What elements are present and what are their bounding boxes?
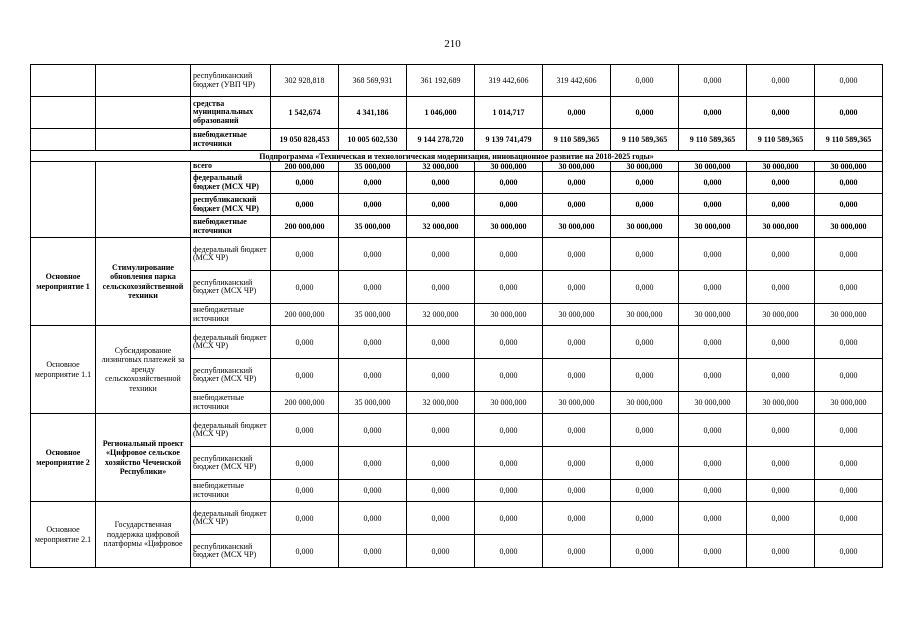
value-cell: 319 442,606 [475, 65, 543, 97]
value-cell: 0,000 [611, 326, 679, 359]
table-row [31, 65, 883, 97]
value-cell: 30 000,000 [815, 392, 883, 414]
value-cell: 30 000,000 [747, 304, 815, 326]
value-cell: 0,000 [543, 502, 611, 535]
value-cell: 0,000 [747, 447, 815, 480]
value-cell: 302 928,818 [271, 65, 339, 97]
value-cell: 0,000 [679, 414, 747, 447]
value-cell: 0,000 [815, 65, 883, 97]
measure-name: Субсидирование лизинговых платежей за аренду сельскохозяйственной техники [96, 326, 191, 414]
funding-source-cell: республиканский бюджет (МСХ ЧР) [191, 271, 271, 304]
value-cell: 0,000 [339, 238, 407, 271]
table-row [31, 238, 883, 271]
value-cell: 0,000 [611, 359, 679, 392]
value-cell: 0,000 [271, 480, 339, 502]
table-row [31, 97, 883, 129]
value-cell: 0,000 [747, 97, 815, 129]
value-cell: 30 000,000 [747, 216, 815, 238]
value-cell: 0,000 [815, 414, 883, 447]
value-cell: 0,000 [407, 172, 475, 194]
value-cell: 30 000,000 [747, 392, 815, 414]
table-row [31, 502, 883, 535]
value-cell: 368 569,931 [339, 65, 407, 97]
value-cell: 0,000 [271, 326, 339, 359]
value-cell: 361 192,689 [407, 65, 475, 97]
value-cell: 0,000 [339, 172, 407, 194]
value-cell: 0,000 [815, 194, 883, 216]
value-cell: 0,000 [407, 480, 475, 502]
value-cell: 0,000 [271, 535, 339, 568]
value-cell: 32 000,000 [407, 216, 475, 238]
value-cell: 30 000,000 [543, 392, 611, 414]
value-cell: 0,000 [475, 194, 543, 216]
value-cell: 30 000,000 [543, 216, 611, 238]
table-row [31, 414, 883, 447]
budget-table [30, 64, 883, 568]
value-cell: 30 000,000 [679, 304, 747, 326]
table-row [31, 162, 883, 172]
value-cell: 0,000 [679, 97, 747, 129]
measure-name-cell [96, 97, 191, 129]
table-row [31, 326, 883, 359]
value-cell: 0,000 [815, 447, 883, 480]
value-cell: 0,000 [815, 535, 883, 568]
value-cell: 30 000,000 [475, 392, 543, 414]
value-cell: 0,000 [747, 535, 815, 568]
value-cell: 0,000 [611, 172, 679, 194]
value-cell: 0,000 [271, 238, 339, 271]
value-cell: 0,000 [679, 271, 747, 304]
value-cell: 0,000 [747, 65, 815, 97]
value-cell: 0,000 [339, 535, 407, 568]
funding-source-cell: республиканский бюджет (МСХ ЧР) [191, 194, 271, 216]
measure-label-cell [31, 129, 96, 151]
value-cell: 0,000 [611, 414, 679, 447]
value-cell: 0,000 [747, 502, 815, 535]
value-cell: 200 000,000 [271, 162, 339, 172]
funding-source-cell: внебюджетные источники [191, 216, 271, 238]
value-cell: 0,000 [611, 535, 679, 568]
value-cell: 0,000 [679, 326, 747, 359]
value-cell: 30 000,000 [543, 162, 611, 172]
value-cell: 0,000 [543, 414, 611, 447]
value-cell: 200 000,000 [271, 216, 339, 238]
value-cell: 0,000 [339, 271, 407, 304]
value-cell: 0,000 [815, 359, 883, 392]
funding-source-cell: внебюджетные источники [191, 480, 271, 502]
value-cell: 30 000,000 [815, 216, 883, 238]
value-cell: 0,000 [611, 238, 679, 271]
value-cell: 1 046,000 [407, 97, 475, 129]
measure-name-cell [96, 162, 191, 238]
value-cell: 0,000 [747, 359, 815, 392]
value-cell: 0,000 [407, 502, 475, 535]
measure-name: Стимулирование обновления парка сельскохозяйственной техники [96, 238, 191, 326]
value-cell: 0,000 [339, 502, 407, 535]
value-cell: 0,000 [543, 326, 611, 359]
value-cell: 30 000,000 [611, 216, 679, 238]
value-cell: 35 000,000 [339, 304, 407, 326]
value-cell: 32 000,000 [407, 392, 475, 414]
measure-label-cell [31, 97, 96, 129]
value-cell: 0,000 [747, 172, 815, 194]
funding-source-cell: средства муниципальных образований [191, 97, 271, 129]
value-cell: 30 000,000 [815, 304, 883, 326]
measure-name: Государственная поддержка цифровой платформы «Цифровое [96, 502, 191, 568]
funding-source-cell: всего [191, 162, 271, 172]
measure-label: Основное мероприятие 1 [31, 238, 96, 326]
value-cell: 0,000 [407, 326, 475, 359]
value-cell: 0,000 [679, 359, 747, 392]
value-cell: 0,000 [475, 172, 543, 194]
value-cell: 30 000,000 [611, 162, 679, 172]
funding-source-cell: республиканский бюджет (МСХ ЧР) [191, 359, 271, 392]
value-cell: 0,000 [407, 359, 475, 392]
value-cell: 1 542,674 [271, 97, 339, 129]
value-cell: 0,000 [611, 97, 679, 129]
value-cell: 35 000,000 [339, 392, 407, 414]
measure-label: Основное мероприятие 2.1 [31, 502, 96, 568]
value-cell: 0,000 [815, 271, 883, 304]
value-cell: 0,000 [543, 447, 611, 480]
value-cell: 32 000,000 [407, 304, 475, 326]
value-cell: 0,000 [747, 326, 815, 359]
value-cell: 30 000,000 [611, 304, 679, 326]
funding-source-cell: федеральный бюджет (МСХ ЧР) [191, 502, 271, 535]
value-cell: 0,000 [339, 194, 407, 216]
funding-source-cell: внебюджетные источники [191, 129, 271, 151]
value-cell: 0,000 [407, 535, 475, 568]
value-cell: 9 110 589,365 [747, 129, 815, 151]
value-cell: 0,000 [611, 480, 679, 502]
value-cell: 0,000 [339, 359, 407, 392]
measure-label: Основное мероприятие 2 [31, 414, 96, 502]
value-cell: 0,000 [271, 502, 339, 535]
subprogram-row [31, 151, 883, 162]
value-cell: 30 000,000 [543, 304, 611, 326]
value-cell: 0,000 [271, 414, 339, 447]
value-cell: 0,000 [339, 414, 407, 447]
funding-source-cell: федеральный бюджет (МСХ ЧР) [191, 238, 271, 271]
funding-source-cell: республиканский бюджет (МСХ ЧР) [191, 447, 271, 480]
funding-source-cell: внебюджетные источники [191, 392, 271, 414]
value-cell: 0,000 [815, 172, 883, 194]
value-cell: 0,000 [271, 194, 339, 216]
value-cell: 0,000 [339, 480, 407, 502]
value-cell: 319 442,606 [543, 65, 611, 97]
value-cell: 0,000 [543, 271, 611, 304]
value-cell: 30 000,000 [475, 216, 543, 238]
value-cell: 0,000 [679, 238, 747, 271]
value-cell: 0,000 [747, 238, 815, 271]
measure-label-cell [31, 65, 96, 97]
value-cell: 0,000 [407, 194, 475, 216]
value-cell: 0,000 [543, 97, 611, 129]
value-cell: 0,000 [679, 480, 747, 502]
value-cell: 0,000 [475, 414, 543, 447]
measure-label: Основное мероприятие 1.1 [31, 326, 96, 414]
value-cell: 30 000,000 [611, 392, 679, 414]
value-cell: 9 144 278,720 [407, 129, 475, 151]
measure-name-cell [96, 65, 191, 97]
table-row [31, 129, 883, 151]
value-cell: 0,000 [475, 502, 543, 535]
value-cell: 0,000 [815, 97, 883, 129]
value-cell: 200 000,000 [271, 392, 339, 414]
value-cell: 0,000 [475, 238, 543, 271]
value-cell: 0,000 [543, 535, 611, 568]
value-cell: 9 110 589,365 [679, 129, 747, 151]
value-cell: 4 341,186 [339, 97, 407, 129]
value-cell: 200 000,000 [271, 304, 339, 326]
value-cell: 10 005 602,530 [339, 129, 407, 151]
value-cell: 0,000 [271, 172, 339, 194]
value-cell: 30 000,000 [679, 162, 747, 172]
value-cell: 30 000,000 [679, 216, 747, 238]
value-cell: 0,000 [611, 447, 679, 480]
funding-source-cell: федеральный бюджет (МСХ ЧР) [191, 172, 271, 194]
page-number: 210 [444, 38, 461, 50]
value-cell: 9 110 589,365 [815, 129, 883, 151]
value-cell: 0,000 [407, 238, 475, 271]
value-cell: 0,000 [611, 271, 679, 304]
value-cell: 0,000 [543, 238, 611, 271]
value-cell: 0,000 [271, 271, 339, 304]
value-cell: 0,000 [543, 480, 611, 502]
value-cell: 30 000,000 [475, 304, 543, 326]
funding-source-cell: федеральный бюджет (МСХ ЧР) [191, 414, 271, 447]
measure-name-cell [96, 129, 191, 151]
value-cell: 30 000,000 [475, 162, 543, 172]
value-cell: 0,000 [543, 194, 611, 216]
value-cell: 0,000 [747, 271, 815, 304]
funding-source-cell: республиканский бюджет (УВП ЧР) [191, 65, 271, 97]
value-cell: 1 014,717 [475, 97, 543, 129]
value-cell: 0,000 [475, 447, 543, 480]
value-cell: 0,000 [679, 194, 747, 216]
subprogram-title: Подпрограмма «Техническая и технологическая модернизация, инновационное развитие на 2018-2025 годы» [31, 151, 883, 162]
value-cell: 0,000 [815, 480, 883, 502]
funding-source-cell: республиканский бюджет (МСХ ЧР) [191, 535, 271, 568]
value-cell: 0,000 [747, 480, 815, 502]
funding-source-cell: федеральный бюджет (МСХ ЧР) [191, 326, 271, 359]
value-cell: 30 000,000 [815, 162, 883, 172]
value-cell: 0,000 [679, 447, 747, 480]
value-cell: 9 110 589,365 [611, 129, 679, 151]
value-cell: 0,000 [815, 326, 883, 359]
value-cell: 35 000,000 [339, 216, 407, 238]
value-cell: 9 139 741,479 [475, 129, 543, 151]
value-cell: 0,000 [679, 502, 747, 535]
value-cell: 0,000 [475, 535, 543, 568]
value-cell: 35 000,000 [339, 162, 407, 172]
value-cell: 0,000 [611, 194, 679, 216]
value-cell: 9 110 589,365 [543, 129, 611, 151]
value-cell: 0,000 [679, 535, 747, 568]
value-cell: 0,000 [611, 65, 679, 97]
value-cell: 0,000 [475, 326, 543, 359]
value-cell: 0,000 [543, 172, 611, 194]
value-cell: 0,000 [815, 502, 883, 535]
value-cell: 30 000,000 [679, 392, 747, 414]
value-cell: 0,000 [339, 447, 407, 480]
value-cell: 0,000 [271, 359, 339, 392]
value-cell: 0,000 [679, 172, 747, 194]
funding-source-cell: внебюджетные источники [191, 304, 271, 326]
measure-name: Региональный проект «Цифровое сельское хозяйство Чеченской Республики» [96, 414, 191, 502]
value-cell: 0,000 [747, 194, 815, 216]
value-cell: 0,000 [815, 238, 883, 271]
value-cell: 30 000,000 [747, 162, 815, 172]
value-cell: 0,000 [339, 326, 407, 359]
value-cell: 0,000 [407, 414, 475, 447]
value-cell: 0,000 [475, 480, 543, 502]
value-cell: 0,000 [407, 447, 475, 480]
value-cell: 0,000 [271, 447, 339, 480]
value-cell: 32 000,000 [407, 162, 475, 172]
value-cell: 19 050 828,453 [271, 129, 339, 151]
value-cell: 0,000 [679, 65, 747, 97]
value-cell: 0,000 [407, 271, 475, 304]
value-cell: 0,000 [475, 271, 543, 304]
value-cell: 0,000 [747, 414, 815, 447]
value-cell: 0,000 [475, 359, 543, 392]
value-cell: 0,000 [543, 359, 611, 392]
value-cell: 0,000 [611, 502, 679, 535]
measure-label-cell [31, 162, 96, 238]
